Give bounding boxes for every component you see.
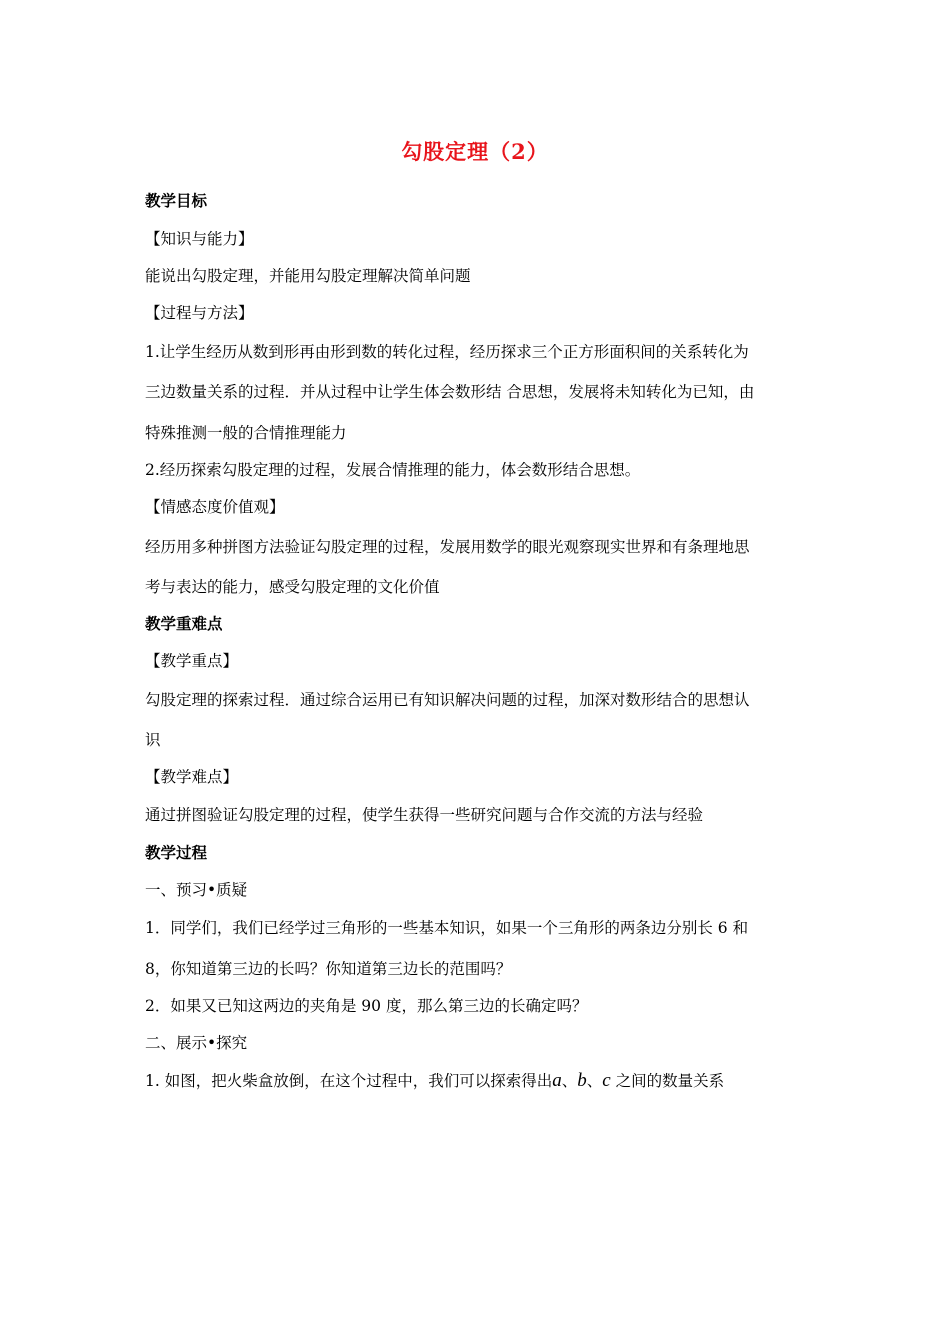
focus-line2: 识 <box>145 731 161 749</box>
focus-line1: 勾股定理的探索过程．通过综合运用已有知识解决问题的过程，加深对数形结合的思想认 <box>145 691 750 709</box>
variable-c: c <box>602 1070 611 1091</box>
process-item1-line3: 特殊推测一般的合情推理能力 <box>145 424 347 442</box>
keypoints-heading: 教学重难点 <box>145 614 223 633</box>
separator-1: 、 <box>561 1072 578 1090</box>
procedure-heading: 教学过程 <box>145 843 208 862</box>
explore1-suffix: 之间的数量关系 <box>610 1072 725 1090</box>
focus-label: 【教学重点】 <box>145 652 239 670</box>
process-item2: 2.经历探索勾股定理的过程，发展合情推理的能力，体会数形结合思想。 <box>145 461 641 479</box>
emotion-line2: 考与表达的能力，感受勾股定理的文化价值 <box>145 578 440 596</box>
difficulty-label: 【教学难点】 <box>145 768 239 786</box>
page-title: 勾股定理（2） <box>401 139 549 164</box>
question2: 2．如果又已知这两边的夹角是 90 度，那么第三边的长确定吗？ <box>145 997 588 1015</box>
question1-line2: 8，你知道第三边的长吗？你知道第三边长的范围吗？ <box>145 960 512 978</box>
objectives-heading: 教学目标 <box>145 191 208 210</box>
process-item1-line2: 三边数量关系的过程．并从过程中让学生体会数形结 合思想，发展将未知转化为已知，由 <box>145 383 755 401</box>
process-label: 【过程与方法】 <box>145 304 254 322</box>
emotion-line1: 经历用多种拼图方法验证勾股定理的过程，发展用数学的眼光观察现实世界和有条理地思 <box>145 538 750 556</box>
question1-line1: 1．同学们，我们已经学过三角形的一些基本知识，如果一个三角形的两条边分别长 6 和 <box>145 919 749 937</box>
difficulty-text: 通过拼图验证勾股定理的过程，使学生获得一些研究问题与合作交流的方法与经验 <box>145 806 704 824</box>
knowledge-text: 能说出勾股定理，并能用勾股定理解决简单问题 <box>145 267 471 285</box>
part2-heading: 二、展示•探究 <box>145 1034 248 1052</box>
separator-2: 、 <box>586 1072 603 1090</box>
part1-heading: 一、预习•质疑 <box>145 881 248 899</box>
emotion-label: 【情感态度价值观】 <box>145 498 285 516</box>
variable-a: a <box>552 1070 562 1091</box>
process-item1-line1: 1.让学生经历从数到形再由形到数的转化过程，经历探求三个正方形面积间的关系转化为 <box>145 343 749 361</box>
explore1-line <box>145 1071 825 1091</box>
explore1-prefix: 1. 如图，把火柴盒放倒，在这个过程中，我们可以探索得出 <box>145 1072 553 1090</box>
variable-b: b <box>577 1070 587 1091</box>
knowledge-label: 【知识与能力】 <box>145 230 254 248</box>
